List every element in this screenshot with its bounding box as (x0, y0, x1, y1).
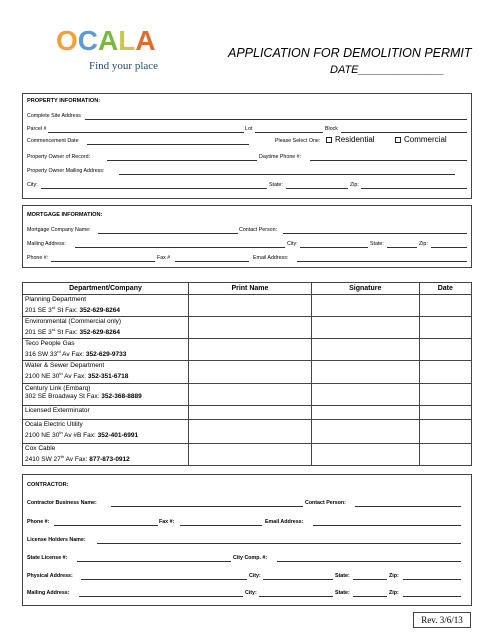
logo-letter-a: A (98, 25, 119, 56)
date-field[interactable]: DATE______________ (330, 64, 445, 76)
print-name-cell[interactable] (189, 295, 312, 317)
property-state-input[interactable] (286, 188, 348, 189)
department-name: Licensed Exterminator (25, 406, 90, 414)
mortgage-phone-input[interactable] (51, 261, 155, 262)
contractor-mailing-state-input[interactable] (353, 596, 387, 597)
owner-mailing-input[interactable] (119, 174, 455, 175)
signature-cell[interactable] (311, 443, 419, 465)
residential-checkbox[interactable] (326, 137, 332, 143)
mortgage-company-label: Mortgage Company Name: (27, 227, 91, 233)
department-name: Cox Cable (25, 444, 56, 452)
owner-mailing-label: Property Owner Mailing Address: (27, 168, 105, 174)
mortgage-email-input[interactable] (297, 261, 467, 262)
commencement-date-label: Commencement Date (27, 138, 79, 144)
date-cell[interactable] (419, 295, 471, 317)
print-name-cell[interactable] (189, 405, 312, 419)
fax-number: 352-401-6991 (97, 431, 139, 439)
contractor-mailing-input[interactable] (79, 596, 243, 597)
address-text-suffix: Av Fax: (62, 373, 88, 381)
fax-number: 877-873-0912 (89, 455, 130, 463)
print-name-cell[interactable] (189, 361, 312, 383)
physical-state-label: State: (335, 573, 350, 579)
property-information-section (22, 93, 472, 199)
contractor-mailing-zip-label: Zip: (389, 590, 399, 596)
table-row (23, 405, 472, 419)
property-zip-input[interactable] (361, 188, 467, 189)
col-header-signature: Signature (311, 283, 419, 295)
table-row (23, 383, 472, 405)
table-header-row (23, 283, 472, 295)
parcel-input[interactable] (48, 132, 244, 133)
department-address (25, 304, 186, 315)
table-row (23, 339, 472, 361)
fax-number: 352-629-9733 (85, 351, 127, 359)
license-holders-label: License Holders Name: (27, 537, 86, 543)
contractor-email-label: Email Address: (265, 519, 304, 525)
contractor-phone-label: Phone #: (27, 519, 50, 525)
address-text-suffix: Av Fax: (60, 351, 86, 359)
logo-wordmark (56, 26, 156, 56)
mortgage-fax-input[interactable] (175, 261, 249, 262)
department-name: Teco People Gas (25, 340, 75, 348)
signature-cell[interactable] (311, 361, 419, 383)
department-signoff-table (22, 282, 472, 466)
signature-cell[interactable] (311, 405, 419, 419)
mortgage-contact-input[interactable] (283, 233, 467, 234)
mortgage-zip-label: Zip: (419, 241, 428, 247)
fax-number: 352-368-8889 (101, 392, 142, 400)
col-header-date: Date (419, 283, 471, 295)
mortgage-phone-label: Phone #: (27, 255, 49, 261)
address-text: 302 SE Broadway St Fax: (25, 392, 102, 400)
table-row (23, 317, 472, 339)
lot-input[interactable] (255, 132, 323, 133)
department-address (25, 370, 186, 381)
city-comp-label: City Comp. #: (233, 555, 268, 561)
commercial-label: Commercial (404, 135, 447, 144)
fax-number: 352-629-8264 (79, 329, 120, 337)
department-cell (23, 443, 189, 465)
signature-cell[interactable] (311, 339, 419, 361)
print-name-cell[interactable] (189, 317, 312, 339)
department-cell (23, 317, 189, 339)
mortgage-heading: MORTGAGE INFORMATION: (27, 212, 103, 218)
lot-label: Lot (245, 126, 253, 132)
department-address (25, 453, 186, 464)
contractor-mailing-label: Mailing Address: (27, 590, 70, 596)
block-input[interactable] (341, 132, 467, 133)
department-name: Water & Sewer Department (25, 362, 105, 370)
print-name-cell[interactable] (189, 419, 312, 443)
physical-zip-input[interactable] (403, 579, 461, 580)
contractor-heading: CONTRACTOR: (27, 482, 69, 488)
department-name: Century Link (Embarq) (25, 384, 91, 392)
department-cell (23, 405, 189, 419)
signature-cell[interactable] (311, 383, 419, 405)
page-title: APPLICATION FOR DEMOLITION PERMIT (228, 46, 472, 60)
property-state-label: State: (269, 182, 283, 188)
col-header-department: Department/Company (23, 283, 189, 295)
residential-label: Residential (335, 135, 375, 144)
date-cell[interactable] (419, 443, 471, 465)
owner-of-record-label: Property Owner of Record: (27, 154, 90, 160)
department-cell (23, 419, 189, 443)
date-cell[interactable] (419, 317, 471, 339)
address-ordinal: th (59, 429, 63, 435)
signature-cell[interactable] (311, 295, 419, 317)
site-address-input[interactable] (85, 119, 467, 120)
department-cell (23, 361, 189, 383)
fax-number: 352-629-8264 (79, 307, 120, 315)
contractor-phone-input[interactable] (54, 525, 158, 526)
commercial-option[interactable] (395, 135, 447, 144)
address-ordinal: rd (51, 327, 56, 333)
address-ordinal: th (59, 371, 63, 377)
contractor-business-label: Contractor Business Name: (27, 500, 97, 506)
department-cell (23, 339, 189, 361)
table-row (23, 419, 472, 443)
department-name: Planning Department (25, 296, 87, 303)
logo-letter-c: C (77, 25, 99, 56)
owner-of-record-input[interactable] (107, 160, 257, 161)
department-name: Ocala Electric Utility (25, 420, 83, 428)
mortgage-mailing-input[interactable] (75, 247, 285, 248)
mortgage-zip-input[interactable] (431, 247, 467, 248)
state-license-label: State License #: (27, 555, 68, 561)
mortgage-contact-label: Contact Person: (239, 227, 277, 233)
address-text: 201 SE 3 (25, 329, 52, 337)
ocala-logo (56, 26, 176, 86)
contractor-fax-input[interactable] (180, 525, 262, 526)
date-cell[interactable] (419, 383, 471, 405)
parcel-label: Parcel # (27, 126, 47, 132)
property-zip-label: Zip: (350, 182, 359, 188)
site-address-label: Complete Site Address (27, 113, 81, 119)
date-cell[interactable] (419, 339, 471, 361)
department-address (25, 348, 186, 359)
commercial-checkbox[interactable] (395, 137, 401, 143)
date-cell[interactable] (419, 419, 471, 443)
contractor-contact-label: Contact Person: (305, 500, 346, 506)
address-ordinal: th (60, 453, 65, 459)
property-city-input[interactable] (41, 188, 267, 189)
print-name-cell[interactable] (189, 443, 312, 465)
daytime-phone-label: Daytime Phone #: (259, 154, 302, 160)
logo-letter-a2: A (135, 25, 156, 56)
signature-cell[interactable] (311, 317, 419, 339)
mortgage-city-input[interactable] (300, 247, 368, 248)
fax-number: 352-351-6718 (87, 373, 129, 381)
print-name-cell[interactable] (189, 339, 312, 361)
contractor-mailing-city-label: City: (245, 590, 257, 596)
contractor-mailing-zip-input[interactable] (403, 596, 461, 597)
address-text-suffix: Av Fax: (64, 455, 90, 463)
physical-state-input[interactable] (353, 579, 387, 580)
contractor-fax-label: Fax #: (159, 519, 175, 525)
daytime-phone-input[interactable] (310, 160, 467, 161)
address-text: 316 SW 33 (25, 351, 58, 359)
state-license-input[interactable] (77, 561, 231, 562)
logo-tagline: Find your place (89, 60, 159, 72)
mortgage-state-input[interactable] (387, 247, 417, 248)
date-cell[interactable] (419, 405, 471, 419)
address-ordinal: rd (57, 349, 61, 355)
address-text-suffix: St Fax: (55, 329, 80, 337)
residential-option[interactable] (326, 135, 375, 144)
physical-address-label: Physical Address: (27, 573, 73, 579)
date-cell[interactable] (419, 361, 471, 383)
contractor-business-input[interactable] (111, 506, 303, 507)
address-text: 2100 NE 30 (25, 431, 60, 439)
contractor-contact-input[interactable] (355, 506, 461, 507)
city-comp-input[interactable] (277, 561, 461, 562)
department-name: Environmental (Commercial only) (25, 318, 122, 326)
logo-letter-o: O (56, 25, 78, 56)
address-text: 2100 NE 30 (25, 373, 60, 381)
address-ordinal: rd (51, 305, 56, 310)
please-select-label: Please Select One: (275, 138, 321, 144)
block-label: Block (325, 126, 338, 132)
contractor-mailing-city-input[interactable] (259, 596, 333, 597)
address-text-suffix: St Fax: (55, 307, 80, 315)
mortgage-city-label: City: (287, 241, 298, 247)
mortgage-company-input[interactable] (98, 233, 238, 234)
mortgage-fax-label: Fax # (157, 255, 171, 261)
physical-address-input[interactable] (81, 579, 247, 580)
signature-cell[interactable] (311, 419, 419, 443)
mortgage-information-section (22, 205, 472, 268)
mortgage-mailing-label: Mailing Address: (27, 241, 66, 247)
property-heading: PROPERTY INFORMATION: (27, 98, 101, 104)
contractor-mailing-state-label: State: (335, 590, 350, 596)
mortgage-state-label: State: (370, 241, 384, 247)
logo-letter-l: L (118, 25, 136, 56)
license-holders-input[interactable] (97, 543, 461, 544)
table-row (23, 295, 472, 317)
address-text: 2410 SW 27 (25, 455, 61, 463)
revision-box: Rev. 3/6/13 (413, 612, 471, 628)
department-address (25, 393, 186, 401)
table-row (23, 361, 472, 383)
contractor-email-input[interactable] (313, 525, 461, 526)
department-address (25, 429, 186, 440)
physical-zip-label: Zip: (389, 573, 399, 579)
property-city-label: City: (27, 182, 38, 188)
physical-city-label: City: (249, 573, 261, 579)
address-text: 201 SE 3 (25, 307, 52, 315)
mortgage-email-label: Email Address: (253, 255, 289, 261)
print-name-cell[interactable] (189, 383, 312, 405)
col-header-print-name: Print Name (189, 283, 312, 295)
commencement-date-input[interactable] (87, 144, 249, 145)
department-cell (23, 383, 189, 405)
department-cell (23, 295, 189, 317)
address-text-suffix: Av #B Fax: (62, 431, 98, 439)
table-row (23, 443, 472, 465)
department-address (25, 326, 186, 337)
contractor-section (22, 474, 472, 606)
physical-city-input[interactable] (263, 579, 333, 580)
